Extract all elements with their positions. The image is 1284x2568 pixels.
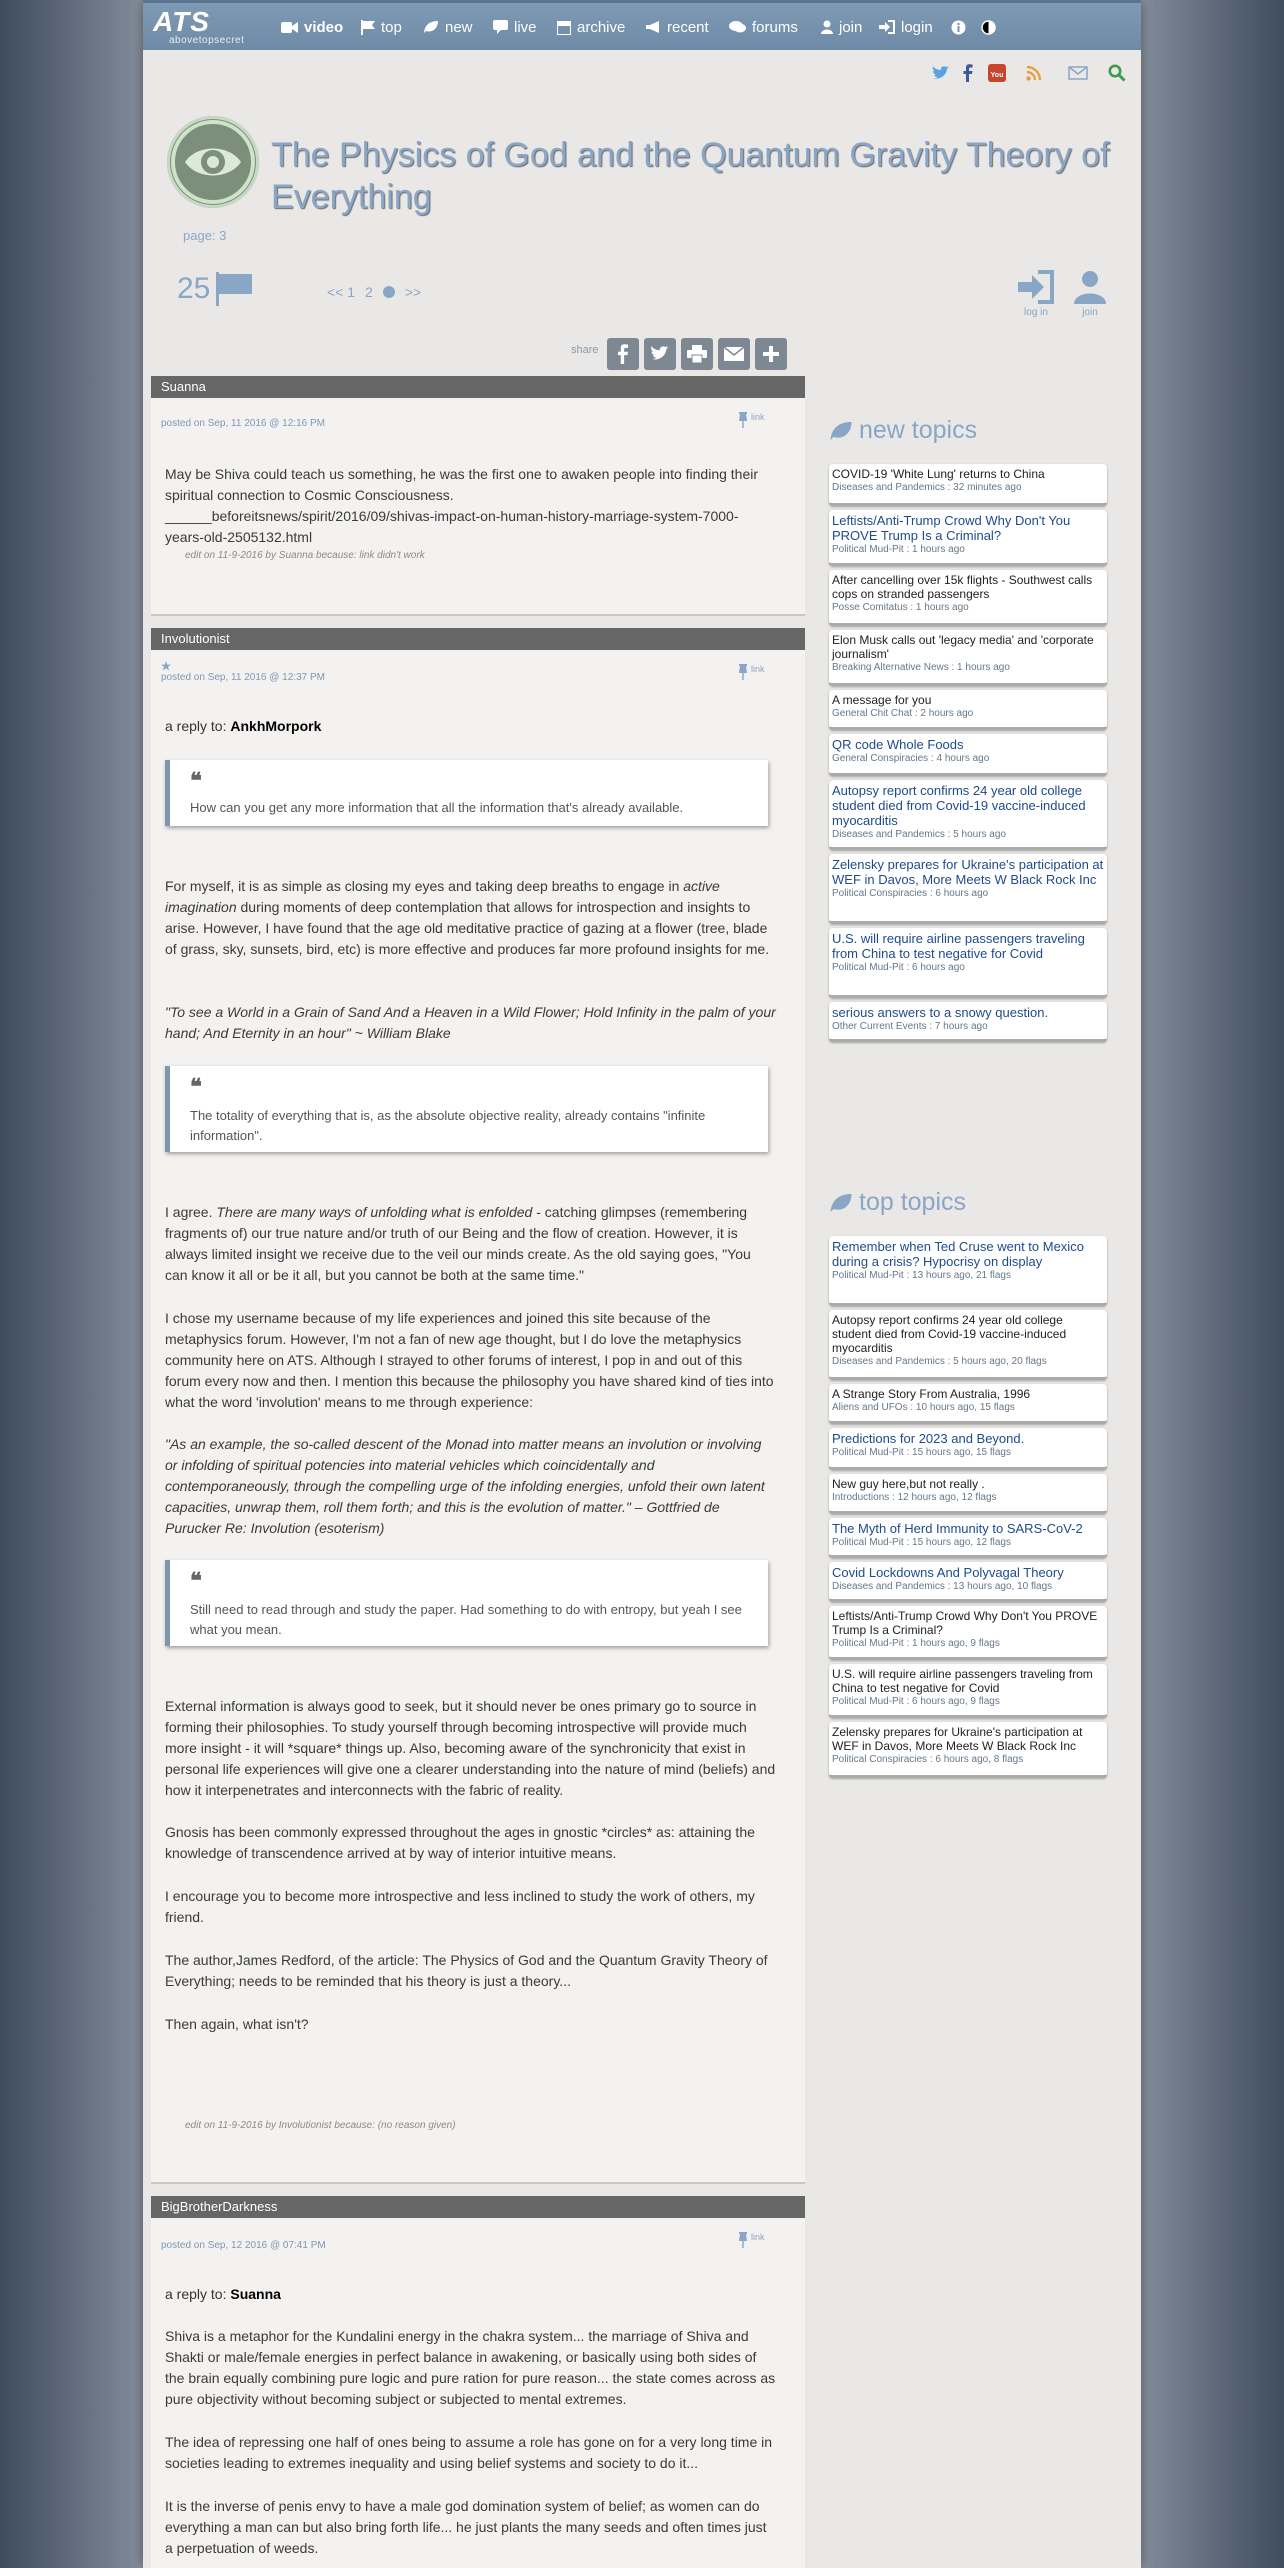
pager-prev[interactable]: << 1 — [327, 284, 356, 300]
topic-card[interactable] — [829, 780, 1107, 850]
login-label: log in — [1024, 307, 1048, 318]
video-camera-icon — [281, 21, 298, 34]
youtube-icon — [988, 64, 1006, 82]
search-icon — [1108, 64, 1126, 82]
new-topics-heading — [829, 416, 977, 445]
post-paragraph: Gnosis has been commonly expressed throughout the ages in gnostic *circles* as: attaining the knowledge of transcendence arrived at by way of interior intuitive means. — [165, 1824, 755, 1861]
nav-live-label: live — [514, 18, 537, 36]
post-link-label: link — [751, 664, 765, 674]
post-paragraph: I chose my username because of my life experiences and joined this site because of the metaphysics forum. However, I'm not a fan of new age thought, but I do love the metaphysics community here on ATS. Although I strayed to other forums of interest, I pop in and out of this forum every now and then. I mention this because the philosophy you have shared kind of ties into what the word 'involution' means to me through experience: — [165, 1310, 774, 1410]
blockquote — [165, 760, 768, 826]
post-paragraph: May be Shiva could teach us something, he was the first one to awaken people into finding their spiritual connection to Cosmic Consciousness. — [165, 466, 759, 503]
blockquote — [165, 1560, 768, 1646]
quote-mark-icon: ❝ — [190, 1074, 202, 1099]
topic-title[interactable]: Elon Musk calls out 'legacy media' and 'corporate journalism' — [832, 633, 1094, 661]
topic-meta: Political Conspiracies : 6 hours ago, 8 flags — [832, 1754, 1024, 1765]
user-icon — [1073, 270, 1107, 304]
flag-count[interactable] — [177, 272, 254, 306]
topic-meta: Introductions : 12 hours ago, 12 flags — [832, 1492, 997, 1503]
topic-title[interactable]: Zelensky prepares for Ukraine's participation at WEF in Davos, More Meets W Black Rock Inc — [832, 857, 1104, 887]
topic-title[interactable]: COVID-19 'White Lung' returns to China — [832, 467, 1045, 481]
envelope-icon — [724, 347, 744, 361]
topic-card[interactable] — [829, 464, 1107, 506]
nav-join[interactable] — [821, 17, 862, 37]
blockquote — [165, 1066, 768, 1152]
topic-card[interactable] — [829, 734, 1107, 776]
nav-video[interactable] — [281, 17, 343, 37]
leaf-icon — [423, 20, 439, 34]
topic-title[interactable]: The Myth of Herd Immunity to SARS-CoV-2 — [832, 1521, 1083, 1536]
pin-icon — [737, 412, 749, 428]
printer-icon — [687, 345, 707, 363]
reply-to — [165, 718, 321, 734]
comments-icon — [729, 20, 746, 34]
share-label: share — [571, 344, 599, 356]
pager-next[interactable]: >> — [404, 284, 422, 300]
leaf-icon — [829, 1192, 853, 1214]
topic-card[interactable] — [829, 690, 1107, 730]
youtube-link[interactable] — [987, 62, 1007, 84]
topic-title[interactable]: serious answers to a snowy question. — [832, 1005, 1049, 1020]
rss-icon — [1026, 65, 1042, 81]
flag-icon — [361, 20, 375, 35]
edit-note: edit on 11-9-2016 by Suanna because: link didn't work — [185, 550, 425, 561]
eye-icon — [167, 116, 259, 208]
nav-live[interactable] — [493, 17, 537, 37]
logo-text: ATS — [153, 6, 210, 37]
nav-forums-label: forums — [752, 18, 798, 36]
facebook-icon — [617, 344, 629, 364]
post-timestamp: posted on Sep, 11 2016 @ 12:37 PM — [161, 672, 325, 683]
topic-card[interactable] — [829, 1518, 1107, 1558]
login-button[interactable] — [1011, 270, 1061, 318]
topic-meta: Political Mud-Pit : 1 hours ago — [832, 544, 965, 555]
topic-meta: Political Mud-Pit : 13 hours ago, 21 flags — [832, 1270, 1011, 1281]
topic-card[interactable] — [829, 1722, 1107, 1778]
quote-text: The totality of everything that is, as the absolute objective reality, already contains "infinite information". — [190, 1108, 706, 1143]
page-number-label: page: 3 — [183, 228, 227, 243]
calendar-icon — [557, 20, 571, 35]
quote-mark-icon: ❝ — [190, 768, 202, 793]
topic-meta: Political Mud-Pit : 6 hours ago — [832, 962, 965, 973]
post-paragraph: External information is always good to seek, but it should never be ones primary go to source in forming their philosophies. To study yourself through becoming introspective will provide much more insight - it will *square* things up. Also, becoming aware of the synchronicity that exist in personal life experiences will give one a clearer understanding into the nature of mind (beliefs) and how it interpenetrates and interconnects with the fabric of reality. — [165, 1698, 776, 1798]
topic-meta: Political Conspiracies : 6 hours ago — [832, 888, 989, 899]
forum-post — [151, 2196, 805, 2568]
nav-recent[interactable] — [645, 17, 709, 37]
topic-title[interactable]: Autopsy report confirms 24 year old college student died from Covid-19 vaccine-induced myocarditis — [832, 1313, 1067, 1355]
share-more-button[interactable] — [755, 338, 787, 370]
topic-card[interactable] — [829, 570, 1107, 626]
topic-title[interactable]: A message for you — [832, 693, 932, 707]
reply-to-user[interactable]: Suanna — [230, 2286, 281, 2302]
post-timestamp: posted on Sep, 11 2016 @ 12:16 PM — [161, 418, 325, 429]
topic-meta: Diseases and Pandemics : 5 hours ago — [832, 829, 1006, 840]
topic-meta: Political Mud-Pit : 1 hours ago, 9 flags — [832, 1638, 1000, 1649]
logo-subtext: abovetopsecret — [169, 35, 245, 46]
topic-card[interactable] — [829, 630, 1107, 686]
nav-join-label: join — [839, 18, 863, 36]
nav-top[interactable] — [361, 17, 402, 37]
twitter-link[interactable] — [931, 62, 951, 84]
quote-mark-icon: ❝ — [190, 1568, 202, 1593]
topic-card[interactable] — [829, 510, 1107, 566]
leaf-icon — [829, 420, 853, 442]
topic-card[interactable] — [829, 1002, 1107, 1042]
sign-in-icon — [1018, 270, 1054, 304]
topic-card[interactable] — [829, 1428, 1107, 1470]
share-facebook-button[interactable] — [607, 338, 639, 370]
topic-meta: Breaking Alternative News : 1 hours ago — [832, 662, 1010, 673]
reply-to — [165, 2286, 281, 2302]
topic-title[interactable]: U.S. will require airline passengers traveling from China to test negative for Covid — [832, 931, 1085, 961]
quote-text: How can you get any more information that all the information that's already available. — [190, 800, 684, 815]
nav-recent-label: recent — [667, 18, 709, 36]
topic-title[interactable]: Zelensky prepares for Ukraine's participation at WEF in Davos, More Meets W Black Rock Inc — [832, 1725, 1083, 1753]
post-paragraph: I encourage you to become more introspective and less inclined to study the work of others, my friend. — [165, 1888, 755, 1925]
nav-video-label: video — [304, 18, 344, 36]
top-topics-title: top topics — [859, 1188, 967, 1216]
site-logo[interactable] — [153, 7, 257, 47]
forum-post — [151, 628, 805, 2184]
nav-forums[interactable] — [729, 17, 798, 37]
plus-icon — [762, 345, 780, 363]
new-topics-title: new topics — [859, 416, 978, 444]
top-topics-heading — [829, 1188, 966, 1217]
page — [143, 0, 1141, 2568]
topic-title[interactable]: New guy here,but not really . — [832, 1477, 985, 1491]
forum-eye-logo — [167, 116, 259, 208]
topic-meta: Diseases and Pandemics : 13 hours ago, 10 flags — [832, 1581, 1053, 1592]
nav-top-label: top — [381, 18, 402, 36]
share-twitter-button[interactable] — [644, 338, 676, 370]
top-nav — [143, 0, 1141, 50]
nav-archive-label: archive — [577, 18, 626, 36]
contrast-icon — [981, 20, 996, 35]
topic-card[interactable] — [829, 1310, 1107, 1380]
topic-title[interactable]: Leftists/Anti-Trump Crowd Why Don't You PROVE Trump Is a Criminal? — [832, 513, 1071, 543]
topic-title[interactable]: Covid Lockdowns And Polyvagal Theory — [832, 1565, 1064, 1580]
post-paragraph: The author,James Redford, of the article: The Physics of God and the Quantum Gravity Theory of Everything; needs to be reminded that his theory is just a theory... — [165, 1952, 768, 1989]
topic-meta: Political Mud-Pit : 6 hours ago, 9 flags — [832, 1696, 1000, 1707]
topic-meta: Political Mud-Pit : 15 hours ago, 15 flags — [832, 1447, 1011, 1458]
topic-card[interactable] — [829, 854, 1107, 924]
info-icon — [951, 20, 966, 35]
nav-login-label: login — [901, 18, 933, 36]
reply-to-user[interactable]: AnkhMorpork — [230, 718, 322, 734]
page-title: The Physics of God and the Quantum Gravity Theory of Everything — [271, 136, 1110, 216]
share-email-button[interactable] — [718, 338, 750, 370]
topic-meta: Other Current Events : 7 hours ago — [832, 1021, 988, 1032]
post-timestamp: posted on Sep, 12 2016 @ 07:41 PM — [161, 2240, 326, 2251]
purucker-quote: "As an example, the so-called descent of the Monad into matter means an involution or involving or infolding of spiritual potencies into material vehicles which coincidentally and contemporaneously, through the compelling urge of the infolding energies, unfold their own latent capacities, unwrap them, roll them forth; and this is the evolution of matter." – Gottfried de Purucker Re: Involution (esoterism) — [165, 1436, 765, 1536]
post-paragraph: Then again, what isn't? — [165, 2016, 309, 2032]
nav-new[interactable] — [423, 17, 473, 37]
edit-note: edit on 11-9-2016 by Involutionist because: (no reason given) — [185, 2120, 456, 2131]
pin-icon — [737, 664, 749, 680]
search-button[interactable] — [1107, 62, 1127, 84]
reply-label: a reply to: — [165, 2286, 227, 2302]
facebook-link[interactable] — [961, 62, 975, 84]
chat-icon — [493, 20, 508, 34]
topic-card[interactable] — [829, 1562, 1107, 1602]
info-button[interactable] — [951, 17, 966, 37]
topic-card[interactable] — [829, 1236, 1107, 1306]
topic-card[interactable] — [829, 1474, 1107, 1514]
post-author[interactable]: BigBrotherDarkness — [151, 2196, 805, 2218]
quote-text: Still need to read through and study the paper. Had something to do with entropy, but yeah I see what you mean. — [190, 1602, 742, 1637]
share-print-button[interactable] — [681, 338, 713, 370]
topic-meta: Diseases and Pandemics : 32 minutes ago — [832, 482, 1022, 493]
topic-meta: Posse Comitatus : 1 hours ago — [832, 602, 969, 613]
email-link[interactable] — [1067, 62, 1089, 84]
post-link-label: link — [751, 412, 765, 422]
post-author[interactable]: Suanna — [151, 376, 805, 398]
topic-title[interactable]: Leftists/Anti-Trump Crowd Why Don't You PROVE Trump Is a Criminal? — [832, 1609, 1098, 1637]
twitter-icon — [650, 346, 670, 362]
facebook-icon — [963, 64, 973, 82]
user-icon — [821, 20, 833, 34]
flag-count-value: 25 — [177, 272, 211, 305]
topic-card[interactable] — [829, 928, 1107, 998]
topic-meta: Aliens and UFOs : 10 hours ago, 15 flags — [832, 1402, 1015, 1413]
topic-card[interactable] — [829, 1384, 1107, 1424]
topic-meta: General Conspiracies : 4 hours ago — [832, 753, 990, 764]
post-paragraph: I agree. There are many ways of unfolding what is enfolded - catching glimpses (remembering fragments of) our true nature and/or truth of our Being and the flow of creation. However, it is always limited insight we receive due to the veil our minds create. As the old saying goes, "You can know it all or be it all, but you cannot be both at the same time." — [165, 1204, 751, 1283]
topic-title[interactable]: QR code Whole Foods — [832, 737, 964, 752]
pager-page-2[interactable]: 2 — [365, 284, 373, 300]
forum-post — [151, 376, 805, 616]
nav-archive[interactable] — [557, 17, 625, 37]
post-body — [165, 464, 777, 548]
join-label: join — [1082, 307, 1098, 318]
post-paragraph: For myself, it is as simple as closing my eyes and taking deep breaths to engage in active imagination during moments of deep contemplation that allows for introspection and insights to arise. However, I have found that the age old meditative practice of gazing at a flower (tree, blade of grass, sky, sunsets, bird, etc) is more effective and produces far more profound insights for me. — [165, 878, 770, 957]
twitter-icon — [932, 66, 950, 81]
post-url-text: ______beforeitsnews/spirit/2016/09/shivas-impact-on-human-history-marriage-system-7000-years-old-2505132.html — [165, 508, 739, 545]
topic-card[interactable] — [829, 1664, 1107, 1718]
topic-card[interactable] — [829, 1606, 1107, 1660]
post-paragraph: Shiva is a metaphor for the Kundalini energy in the chakra system... the marriage of Shiva and Shakti or male/female energies in perfect balance in awakening, or basically using both sides of the brain equally combining pure logic and pure ration for pure reason... the state comes across as pure objectivity without becoming subject or subjected to mental extremes. — [165, 2328, 776, 2407]
topic-meta: General Chit Chat : 2 hours ago — [832, 708, 974, 719]
join-button[interactable] — [1065, 270, 1115, 318]
post-author[interactable]: Involutionist — [151, 628, 805, 650]
nav-new-label: new — [445, 18, 473, 36]
star-icon — [161, 661, 171, 671]
megaphone-icon — [645, 20, 661, 34]
topic-title[interactable]: U.S. will require airline passengers traveling from China to test negative for Covid — [832, 1667, 1093, 1695]
post-link[interactable] — [737, 412, 765, 428]
envelope-icon — [1068, 66, 1088, 80]
post-link-label: link — [751, 2232, 765, 2242]
post-paragraph: The idea of repressing one half of ones being to assume a role has gone on for a very long time in societies leading to extremes inequality and using belief systems and society to do it... — [165, 2434, 773, 2471]
topic-meta: Diseases and Pandemics : 5 hours ago, 20 flags — [832, 1356, 1047, 1367]
flag-icon — [214, 272, 254, 306]
nav-login[interactable] — [879, 17, 933, 37]
blake-quote: "To see a World in a Grain of Sand And a Heaven in a Wild Flower; Hold Infinity in the palm of your hand; And Eternity in an hour" ~ William Blake — [165, 1004, 776, 1041]
reply-label: a reply to: — [165, 718, 227, 734]
contrast-toggle[interactable] — [981, 17, 996, 37]
topic-title[interactable]: Predictions for 2023 and Beyond. — [832, 1431, 1025, 1446]
rss-link[interactable] — [1025, 62, 1043, 84]
pin-icon — [737, 2232, 749, 2248]
topic-title[interactable]: A Strange Story From Australia, 1996 — [832, 1387, 1031, 1401]
topic-title[interactable]: Remember when Ted Cruse went to Mexico during a crisis? Hypocrisy on display — [832, 1239, 1084, 1269]
post-paragraph: It is the inverse of penis envy to have a male god domination system of belief; as women can do everything a man can but also bring forth life... he just plants the many seeds and often times just a perpetuation of weeds. — [165, 2498, 767, 2556]
topic-meta: Political Mud-Pit : 15 hours ago, 12 flags — [832, 1537, 1011, 1548]
svg-text:You: You — [990, 72, 1004, 79]
sign-in-icon — [879, 20, 895, 34]
post-link[interactable] — [737, 664, 765, 680]
pagination — [327, 284, 421, 300]
post-link[interactable] — [737, 2232, 765, 2248]
topic-title[interactable]: Autopsy report confirms 24 year old college student died from Covid-19 vaccine-induced myocarditis — [832, 783, 1086, 828]
topic-title[interactable]: After cancelling over 15k flights - Southwest calls cops on stranded passengers — [832, 573, 1093, 601]
pager-current-dot — [383, 286, 395, 298]
